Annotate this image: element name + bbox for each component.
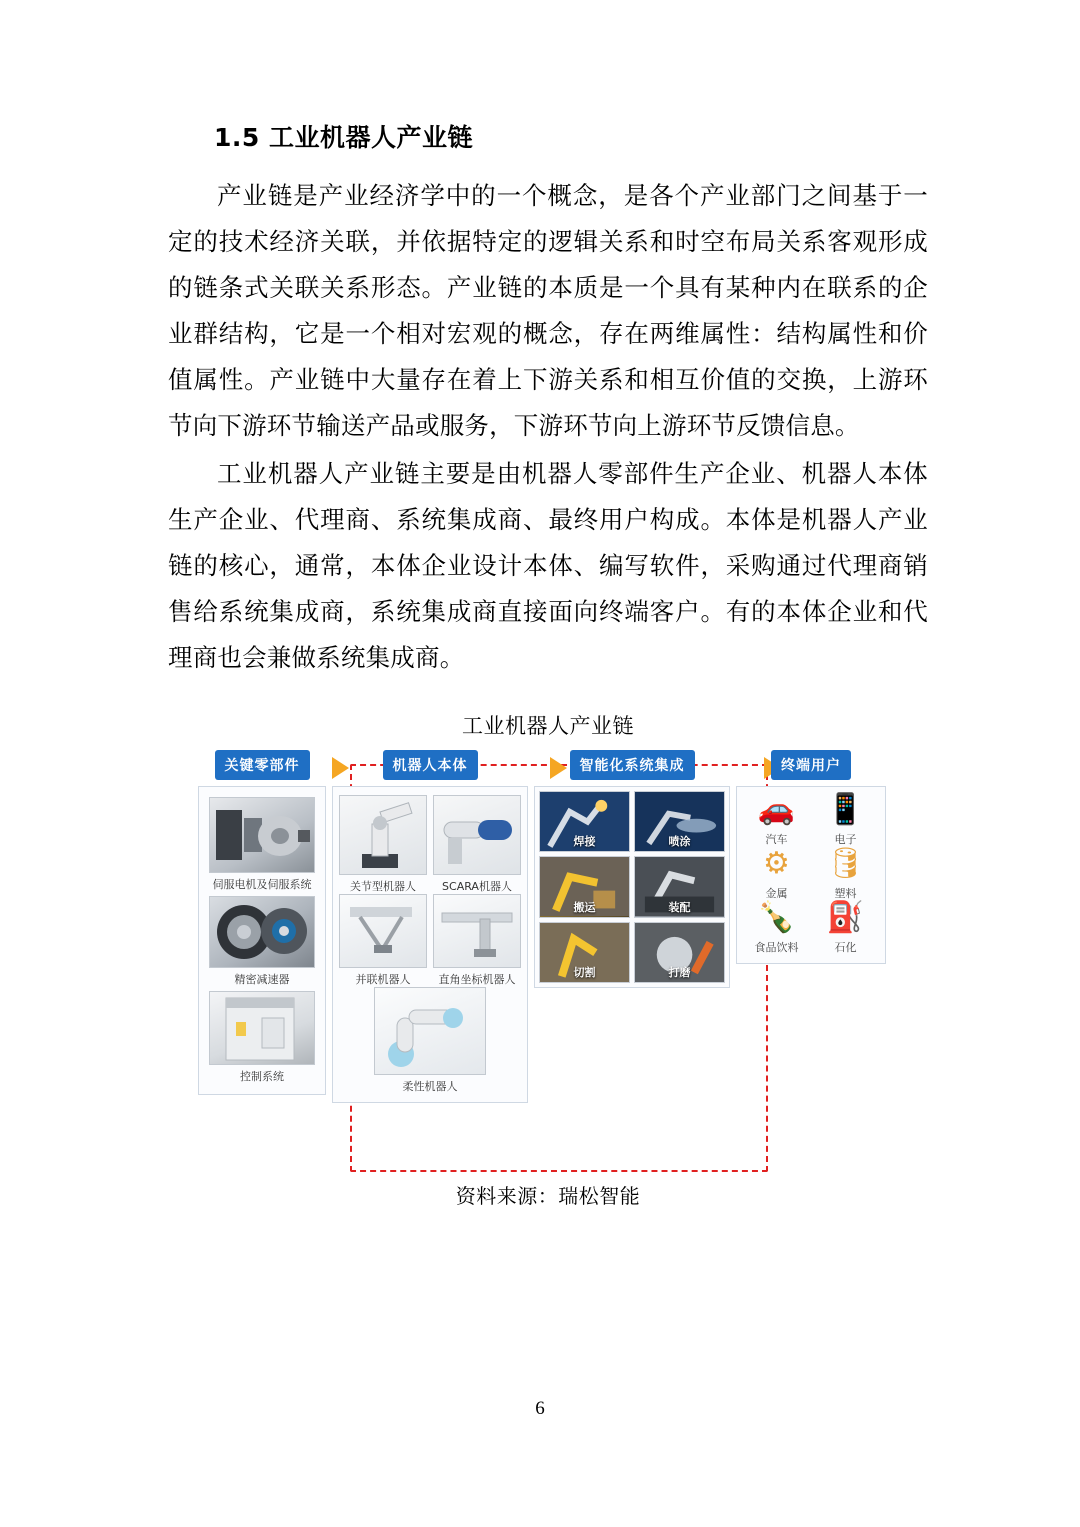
- scara-robot-photo: [433, 795, 521, 875]
- application-assembly-label: 装配: [668, 900, 691, 914]
- column-body-robot-body: [332, 786, 528, 1103]
- robot-delta: [339, 894, 427, 987]
- column-body-integration: [534, 786, 730, 988]
- chain-column-end-users: [736, 750, 886, 964]
- end-user-petrochemical: [827, 903, 864, 955]
- component-reducer: [209, 896, 315, 987]
- application-cutting-label: 切割: [573, 965, 596, 979]
- robot-cartesian: [433, 894, 521, 987]
- column-header-end-users: 终端用户: [771, 750, 851, 780]
- car-icon: 🚗: [757, 793, 796, 826]
- page-number: 6: [535, 1398, 545, 1419]
- robot-collaborative: [374, 987, 486, 1094]
- application-handling: [539, 856, 630, 917]
- application-painting: [634, 791, 725, 852]
- industry-chain-figure: [198, 750, 898, 1170]
- page-title: 1.5 工业机器人产业链: [214, 123, 473, 152]
- page-content: [168, 118, 928, 1209]
- barrel-icon: 🛢: [826, 847, 865, 880]
- column-body-components: [198, 786, 326, 1095]
- end-user-metal-label: 金属: [765, 887, 788, 900]
- component-controller: [209, 991, 315, 1084]
- figure-title: 工业机器人产业链: [462, 714, 634, 738]
- robot-scara-label: SCARA机器人: [442, 880, 512, 893]
- component-reducer-label: 精密减速器: [234, 973, 290, 986]
- collaborative-robot-photo: [374, 987, 486, 1075]
- end-user-food-beverage: [755, 903, 799, 955]
- application-polishing-label: 打磨: [668, 965, 691, 979]
- end-user-plastic: [826, 849, 864, 901]
- application-handling-label: 搬运: [573, 900, 596, 914]
- fuel-icon: ⛽: [826, 901, 865, 934]
- chain-column-integration: [534, 750, 730, 988]
- paragraph-1: 产业链是产业经济学中的一个概念，是各个产业部门之间基于一定的技术经济关联，并依据特定的逻辑关系和时空布局关系客观形成的链条式关联关系形态。产业链的本质是一个具有某种内在联系的企业群结构，它是一个相对宏观的概念，存在两维属性：结构属性和价值属性。产业链中大量存在着上下游关系和相互价值的交换，上游环节向下游环节输送产品或服务，下游环节向上游环节反馈信息。: [168, 183, 928, 440]
- robot-collaborative-label: 柔性机器人: [402, 1080, 458, 1093]
- robot-scara: [433, 795, 521, 894]
- application-painting-label: 喷涂: [668, 835, 691, 849]
- component-controller-label: 控制系统: [240, 1070, 284, 1083]
- column-header-robot-body: 机器人本体: [383, 750, 478, 780]
- chain-column-components: [198, 750, 326, 1095]
- column-header-integration: 智能化系统集成: [570, 750, 695, 780]
- figure-source: 资料来源：瑞松智能: [455, 1186, 641, 1208]
- end-user-metal: [763, 849, 790, 901]
- end-user-automobile-label: 汽车: [765, 833, 788, 846]
- chain-column-robot-body: [332, 750, 528, 1103]
- delta-robot-photo: [339, 894, 427, 968]
- component-servo-label: 伺服电机及伺服系统: [212, 878, 312, 891]
- component-servo: [209, 797, 315, 892]
- end-user-electronics-label: 电子: [834, 833, 857, 846]
- application-welding-label: 焊接: [573, 835, 596, 849]
- electronics-icon: 📱: [826, 793, 865, 826]
- end-user-food-beverage-label: 食品饮料: [754, 941, 799, 954]
- servo-motor-photo: [209, 797, 315, 873]
- end-user-electronics: [827, 795, 864, 847]
- column-body-end-users: [736, 786, 886, 964]
- articulated-robot-photo: [339, 795, 427, 875]
- application-assembly: [634, 856, 725, 917]
- end-user-petrochemical-label: 石化: [834, 941, 857, 954]
- gear-icon: ⚙: [763, 847, 790, 880]
- paragraph-2: 工业机器人产业链主要是由机器人零部件生产企业、机器人本体生产企业、代理商、系统集成商、最终用户构成。本体是机器人产业链的核心，通常，本体企业设计本体、编写软件，采购通过代理商销售给系统集成商，系统集成商直接面向终端客户。有的本体企业和代理商也会兼做系统集成商。: [168, 461, 928, 672]
- application-polishing: [634, 922, 725, 983]
- precision-reducer-photo: [209, 896, 315, 968]
- robot-cartesian-label: 直角坐标机器人: [438, 973, 516, 986]
- cartesian-robot-photo: [433, 894, 521, 968]
- chain-columns: [198, 750, 898, 1170]
- application-welding: [539, 791, 630, 852]
- robot-delta-label: 并联机器人: [355, 973, 411, 986]
- end-user-plastic-label: 塑料: [834, 887, 857, 900]
- application-cutting: [539, 922, 630, 983]
- bottle-icon: 🍾: [757, 901, 796, 934]
- robot-articulated: [339, 795, 427, 894]
- robot-articulated-label: 关节型机器人: [350, 880, 416, 893]
- control-system-photo: [209, 991, 315, 1065]
- column-header-components: 关键零部件: [215, 750, 310, 780]
- end-user-automobile: [758, 795, 795, 847]
